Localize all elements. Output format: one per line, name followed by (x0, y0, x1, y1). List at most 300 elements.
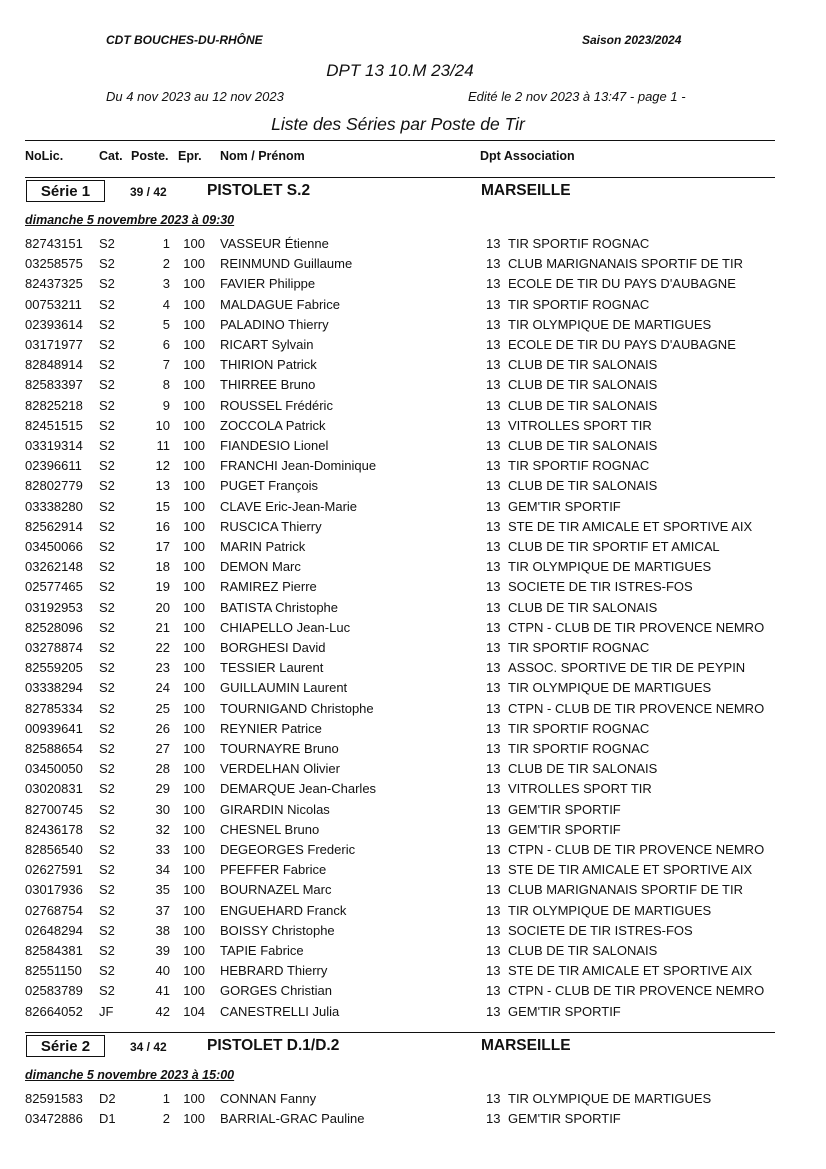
licence-number: 82743151 (25, 236, 83, 251)
table-row (0, 761, 826, 781)
poste-number: 30 (155, 801, 170, 817)
col-cat: Cat. (99, 149, 123, 163)
licence-number: 82528096 (25, 619, 83, 635)
category: S2 (99, 922, 115, 938)
category: S2 (99, 276, 115, 292)
poste-number: 23 (155, 660, 170, 676)
epreuve: 100 (183, 983, 205, 999)
epreuve: 100 (183, 256, 205, 272)
licence-number: 02396611 (25, 458, 82, 474)
dpt: 13 (486, 417, 501, 433)
epreuve: 100 (183, 377, 205, 393)
association: TIR SPORTIF ROGNAC (508, 236, 650, 251)
table-row (0, 741, 826, 761)
epreuve: 100 (183, 700, 205, 716)
shooter-name: BOURNAZEL Marc (220, 882, 332, 898)
table-row (0, 923, 826, 943)
shooter-name: MARIN Patrick (220, 539, 306, 554)
dpt: 13 (486, 276, 501, 292)
dpt: 13 (486, 337, 501, 352)
epreuve: 100 (183, 276, 205, 292)
season: Saison 2023/2024 (582, 33, 682, 47)
category: S2 (99, 579, 115, 595)
shooter-name: CLAVE Eric-Jean-Marie (220, 498, 358, 514)
poste-number: 16 (155, 518, 170, 534)
table-row (0, 276, 826, 296)
shooter-name: BORGHESI David (220, 640, 326, 655)
association: ASSOC. SPORTIVE DE TIR DE PEYPIN (508, 660, 746, 676)
epreuve: 100 (183, 781, 205, 797)
serie-1-location: MARSEILLE (481, 182, 571, 199)
category: S2 (99, 438, 115, 453)
dpt: 13 (486, 518, 501, 534)
serie-1-rule (25, 177, 775, 178)
association: TIR SPORTIF ROGNAC (508, 741, 650, 756)
table-row (0, 357, 826, 377)
epreuve: 100 (183, 922, 205, 938)
association: CLUB DE TIR SALONAIS (508, 599, 658, 615)
table-row (0, 781, 826, 801)
licence-number: 02393614 (25, 316, 83, 332)
shooter-name: ROUSSEL Frédéric (220, 397, 333, 413)
licence-number: 03020831 (25, 781, 83, 797)
association: TIR OLYMPIQUE DE MARTIGUES (508, 902, 712, 918)
licence-number: 82584381 (25, 943, 83, 958)
licence-number: 02583789 (25, 983, 83, 999)
table-row (0, 983, 826, 1003)
category: S2 (99, 296, 115, 312)
association: VITROLLES SPORT TIR (508, 417, 652, 433)
poste-number: 12 (155, 458, 170, 474)
dpt: 13 (486, 579, 501, 595)
licence-number: 82551150 (25, 963, 82, 979)
epreuve: 100 (183, 640, 205, 655)
association: CTPN - CLUB DE TIR PROVENCE NEMRO (508, 619, 765, 635)
poste-number: 24 (155, 680, 170, 696)
shooter-name: FIANDESIO Lionel (220, 438, 329, 453)
org-name: CDT BOUCHES-DU-RHÔNE (106, 33, 263, 47)
licence-number: 03338280 (25, 498, 83, 514)
shooter-name: CHESNEL Bruno (220, 821, 320, 837)
dpt: 13 (486, 781, 501, 797)
poste-number: 27 (155, 741, 170, 756)
dpt: 13 (486, 397, 501, 413)
col-nolic: NoLic. (25, 149, 64, 163)
shooter-name: DEMON Marc (220, 559, 301, 575)
category: S2 (99, 902, 115, 918)
table-row (0, 377, 826, 397)
poste-number: 4 (162, 296, 170, 312)
shooter-name: RUSCICA Thierry (220, 518, 322, 534)
shooter-name: GORGES Christian (220, 983, 332, 999)
licence-number: 82588654 (25, 741, 83, 756)
poste-number: 17 (155, 539, 170, 554)
shooter-name: PUGET François (220, 478, 319, 494)
licence-number: 03262148 (25, 559, 83, 575)
dpt: 13 (486, 458, 501, 474)
association: CLUB DE TIR SALONAIS (508, 478, 658, 494)
dpt: 13 (486, 1003, 501, 1019)
licence-number: 82559205 (25, 660, 83, 676)
poste-number: 6 (162, 337, 170, 352)
poste-number: 3 (162, 276, 170, 292)
category: S2 (99, 801, 115, 817)
table-row (0, 579, 826, 599)
association: STE DE TIR AMICALE ET SPORTIVE AIX (508, 518, 753, 534)
table-row (0, 519, 826, 539)
poste-number: 34 (155, 862, 170, 878)
association: CLUB DE TIR SALONAIS (508, 397, 658, 413)
shooter-name: RAMIREZ Pierre (220, 579, 317, 595)
epreuve: 100 (183, 337, 205, 352)
epreuve: 100 (183, 963, 205, 979)
poste-number: 29 (155, 781, 170, 797)
licence-number: 03319314 (25, 438, 83, 453)
category: S2 (99, 619, 115, 635)
licence-number: 03192953 (25, 599, 83, 615)
association: GEM'TIR SPORTIF (508, 821, 621, 837)
association: GEM'TIR SPORTIF (508, 1003, 621, 1019)
shooter-name: PFEFFER Fabrice (220, 862, 327, 878)
shooter-name: TAPIE Fabrice (220, 943, 304, 958)
serie-1-discipline: PISTOLET S.2 (207, 182, 311, 199)
licence-number: 82583397 (25, 377, 83, 393)
category: S2 (99, 256, 115, 272)
poste-number: 39 (155, 943, 170, 958)
dpt: 13 (486, 599, 501, 615)
association: TIR OLYMPIQUE DE MARTIGUES (508, 680, 712, 696)
poste-number: 35 (155, 882, 170, 898)
epreuve: 100 (183, 761, 205, 777)
association: TIR SPORTIF ROGNAC (508, 720, 650, 736)
epreuve: 100 (183, 316, 205, 332)
shooter-name: FRANCHI Jean-Dominique (220, 458, 377, 474)
dpt: 13 (486, 761, 501, 777)
licence-number: 82825218 (25, 397, 83, 413)
table-row (0, 1091, 826, 1111)
poste-number: 18 (155, 559, 170, 575)
dpt: 13 (486, 680, 501, 696)
association: STE DE TIR AMICALE ET SPORTIVE AIX (508, 862, 753, 878)
association: TIR SPORTIF ROGNAC (508, 296, 650, 312)
shooter-name: REINMUND Guillaume (220, 256, 353, 272)
table-row (0, 236, 826, 256)
category: S2 (99, 337, 115, 352)
table-row (0, 539, 826, 559)
association: CTPN - CLUB DE TIR PROVENCE NEMRO (508, 983, 765, 999)
shooter-name: VASSEUR Étienne (220, 236, 329, 251)
licence-number: 03278874 (25, 640, 83, 655)
dpt: 13 (486, 357, 501, 373)
col-poste: Poste. (131, 149, 169, 163)
table-row (0, 600, 826, 620)
serie-2-count: 34 / 42 (130, 1040, 167, 1054)
dpt: 13 (486, 236, 501, 251)
category: S2 (99, 660, 115, 676)
poste-number: 26 (155, 720, 170, 736)
dpt: 13 (486, 438, 501, 453)
epreuve: 100 (183, 417, 205, 433)
association: CLUB MARIGNANAIS SPORTIF DE TIR (508, 882, 744, 898)
association: CLUB DE TIR SALONAIS (508, 438, 658, 453)
association: TIR OLYMPIQUE DE MARTIGUES (508, 559, 712, 575)
poste-number: 41 (155, 983, 170, 999)
epreuve: 100 (183, 741, 205, 756)
shooter-name: BOISSY Christophe (220, 922, 335, 938)
association: VITROLLES SPORT TIR (508, 781, 652, 797)
dpt: 13 (486, 842, 501, 857)
licence-number: 82802779 (25, 478, 83, 494)
category: S2 (99, 943, 115, 958)
licence-number: 82856540 (25, 842, 83, 857)
dpt: 13 (486, 498, 501, 514)
category: S2 (99, 781, 115, 797)
dpt: 13 (486, 377, 501, 393)
association: TIR SPORTIF ROGNAC (508, 458, 650, 474)
association: CLUB DE TIR SALONAIS (508, 761, 658, 777)
category: S2 (99, 862, 115, 878)
licence-number: 03472886 (25, 1111, 83, 1127)
epreuve: 104 (183, 1003, 205, 1019)
poste-number: 5 (162, 316, 170, 332)
table-row (0, 640, 826, 660)
poste-number: 1 (162, 236, 170, 251)
association: ECOLE DE TIR DU PAYS D'AUBAGNE (508, 337, 736, 352)
shooter-name: BATISTA Christophe (220, 599, 339, 615)
dpt: 13 (486, 660, 501, 676)
shooter-name: FAVIER Philippe (220, 276, 316, 292)
dpt: 13 (486, 983, 501, 999)
category: S2 (99, 720, 115, 736)
table-row (0, 842, 826, 862)
poste-number: 21 (155, 619, 170, 635)
association: TIR SPORTIF ROGNAC (508, 640, 650, 655)
dpt: 13 (486, 256, 501, 272)
table-row (0, 478, 826, 498)
dpt: 13 (486, 801, 501, 817)
category: S2 (99, 842, 115, 857)
epreuve: 100 (183, 599, 205, 615)
table-row (0, 297, 826, 317)
dpt: 13 (486, 922, 501, 938)
dpt: 13 (486, 1091, 501, 1106)
col-nom: Nom / Prénom (220, 149, 305, 163)
association: SOCIETE DE TIR ISTRES-FOS (508, 922, 693, 938)
category: S2 (99, 478, 115, 494)
dpt: 13 (486, 1111, 501, 1127)
serie-2-discipline: PISTOLET D.1/D.2 (207, 1037, 340, 1054)
epreuve: 100 (183, 518, 205, 534)
epreuve: 100 (183, 619, 205, 635)
category: D2 (99, 1091, 116, 1106)
serie-2-label: Série 2 (26, 1035, 105, 1057)
list-title: Liste des Séries par Poste de Tir (271, 114, 525, 134)
date-range: Du 4 nov 2023 au 12 nov 2023 (106, 89, 284, 104)
licence-number: 82785334 (25, 700, 83, 716)
poste-number: 8 (162, 377, 170, 393)
licence-number: 82436178 (25, 821, 83, 837)
shooter-name: PALADINO Thierry (220, 316, 329, 332)
association: TIR OLYMPIQUE DE MARTIGUES (508, 316, 712, 332)
table-row (0, 317, 826, 337)
category: JF (99, 1003, 114, 1019)
epreuve: 100 (183, 236, 205, 251)
shooter-name: GUILLAUMIN Laurent (220, 680, 348, 696)
association: GEM'TIR SPORTIF (508, 1111, 621, 1127)
dpt: 13 (486, 559, 501, 575)
poste-number: 11 (156, 438, 170, 453)
shooter-name: DEGEORGES Frederic (220, 842, 356, 857)
poste-number: 9 (162, 397, 170, 413)
shooter-name: THIRION Patrick (220, 357, 317, 373)
epreuve: 100 (183, 478, 205, 494)
association: STE DE TIR AMICALE ET SPORTIVE AIX (508, 963, 753, 979)
licence-number: 82451515 (25, 417, 83, 433)
epreuve: 100 (183, 1111, 205, 1127)
poste-number: 2 (162, 1111, 170, 1127)
licence-number: 02768754 (25, 902, 83, 918)
dpt: 13 (486, 316, 501, 332)
dpt: 13 (486, 700, 501, 716)
category: S2 (99, 761, 115, 777)
licence-number: 03450050 (25, 761, 83, 777)
poste-number: 38 (155, 922, 170, 938)
table-row (0, 963, 826, 983)
category: S2 (99, 518, 115, 534)
category: S2 (99, 640, 115, 655)
poste-number: 33 (155, 842, 170, 857)
table-row (0, 458, 826, 478)
shooter-name: ENGUEHARD Franck (220, 902, 347, 918)
shooter-name: TOURNIGAND Christophe (220, 700, 374, 716)
category: S2 (99, 377, 115, 393)
category: S2 (99, 963, 115, 979)
poste-number: 40 (155, 963, 170, 979)
association: CLUB MARIGNANAIS SPORTIF DE TIR (508, 256, 744, 272)
association: CTPN - CLUB DE TIR PROVENCE NEMRO (508, 842, 765, 857)
licence-number: 82562914 (25, 518, 83, 534)
category: S2 (99, 539, 115, 554)
poste-number: 25 (155, 700, 170, 716)
category: D1 (99, 1111, 116, 1127)
dpt: 13 (486, 640, 501, 655)
category: S2 (99, 882, 115, 898)
shooter-name: ZOCCOLA Patrick (220, 417, 326, 433)
dpt: 13 (486, 821, 501, 837)
table-row (0, 721, 826, 741)
table-row (0, 1004, 826, 1024)
association: SOCIETE DE TIR ISTRES-FOS (508, 579, 693, 595)
poste-number: 22 (155, 640, 170, 655)
shooter-name: REYNIER Patrice (220, 720, 322, 736)
category: S2 (99, 741, 115, 756)
licence-number: 02627591 (25, 862, 83, 878)
poste-number: 13 (155, 478, 170, 494)
poste-number: 20 (155, 599, 170, 615)
association: CLUB DE TIR SALONAIS (508, 377, 658, 393)
category: S2 (99, 680, 115, 696)
table-row (0, 337, 826, 357)
epreuve: 100 (183, 1091, 205, 1106)
serie-1-count: 39 / 42 (130, 185, 167, 199)
table-row (0, 398, 826, 418)
header-rule (25, 140, 775, 141)
dpt: 13 (486, 902, 501, 918)
association: ECOLE DE TIR DU PAYS D'AUBAGNE (508, 276, 736, 292)
epreuve: 100 (183, 680, 205, 696)
association: TIR OLYMPIQUE DE MARTIGUES (508, 1091, 712, 1106)
serie-2-rule (25, 1032, 775, 1033)
dpt: 13 (486, 741, 501, 756)
category: S2 (99, 983, 115, 999)
table-row (0, 862, 826, 882)
dpt: 13 (486, 882, 501, 898)
serie-1-label: Série 1 (26, 180, 105, 202)
table-row (0, 438, 826, 458)
dpt: 13 (486, 539, 501, 554)
epreuve: 100 (183, 498, 205, 514)
col-epr: Epr. (178, 149, 202, 163)
shooter-name: CANESTRELLI Julia (220, 1003, 340, 1019)
association: GEM'TIR SPORTIF (508, 801, 621, 817)
poste-number: 15 (155, 498, 170, 514)
epreuve: 100 (183, 397, 205, 413)
table-row (0, 943, 826, 963)
epreuve: 100 (183, 296, 205, 312)
poste-number: 10 (155, 417, 170, 433)
licence-number: 82437325 (25, 276, 83, 292)
category: S2 (99, 397, 115, 413)
shooter-name: TESSIER Laurent (220, 660, 324, 676)
shooter-name: DEMARQUE Jean-Charles (220, 781, 377, 797)
poste-number: 1 (162, 1091, 170, 1106)
shooter-name: HEBRARD Thierry (220, 963, 328, 979)
category: S2 (99, 821, 115, 837)
licence-number: 03258575 (25, 256, 83, 272)
licence-number: 00753211 (25, 296, 82, 312)
category: S2 (99, 559, 115, 575)
table-row (0, 256, 826, 276)
epreuve: 100 (183, 579, 205, 595)
association: CTPN - CLUB DE TIR PROVENCE NEMRO (508, 700, 765, 716)
col-dpt-association: Dpt Association (480, 149, 575, 163)
poste-number: 37 (155, 902, 170, 918)
category: S2 (99, 458, 115, 474)
association: CLUB DE TIR SPORTIF ET AMICAL (508, 539, 720, 554)
category: S2 (99, 357, 115, 373)
licence-number: 03450066 (25, 539, 83, 554)
association: CLUB DE TIR SALONAIS (508, 943, 658, 958)
epreuve: 100 (183, 458, 205, 474)
table-row (0, 418, 826, 438)
association: CLUB DE TIR SALONAIS (508, 357, 658, 373)
licence-number: 00939641 (25, 720, 83, 736)
epreuve: 100 (183, 902, 205, 918)
shooter-name: CHIAPELLO Jean-Luc (220, 619, 351, 635)
licence-number: 02577465 (25, 579, 83, 595)
edited-info: Edité le 2 nov 2023 à 13:47 - page 1 - (468, 89, 686, 104)
serie-2-date: dimanche 5 novembre 2023 à 15:00 (25, 1068, 235, 1082)
dpt: 13 (486, 943, 501, 958)
page-title: DPT 13 10.M 23/24 (326, 61, 474, 80)
poste-number: 42 (155, 1003, 170, 1019)
dpt: 13 (486, 963, 501, 979)
licence-number: 82664052 (25, 1003, 83, 1019)
poste-number: 19 (155, 579, 170, 595)
serie-2-location: MARSEILLE (481, 1037, 571, 1054)
poste-number: 28 (155, 761, 170, 777)
licence-number: 82591583 (25, 1091, 83, 1106)
